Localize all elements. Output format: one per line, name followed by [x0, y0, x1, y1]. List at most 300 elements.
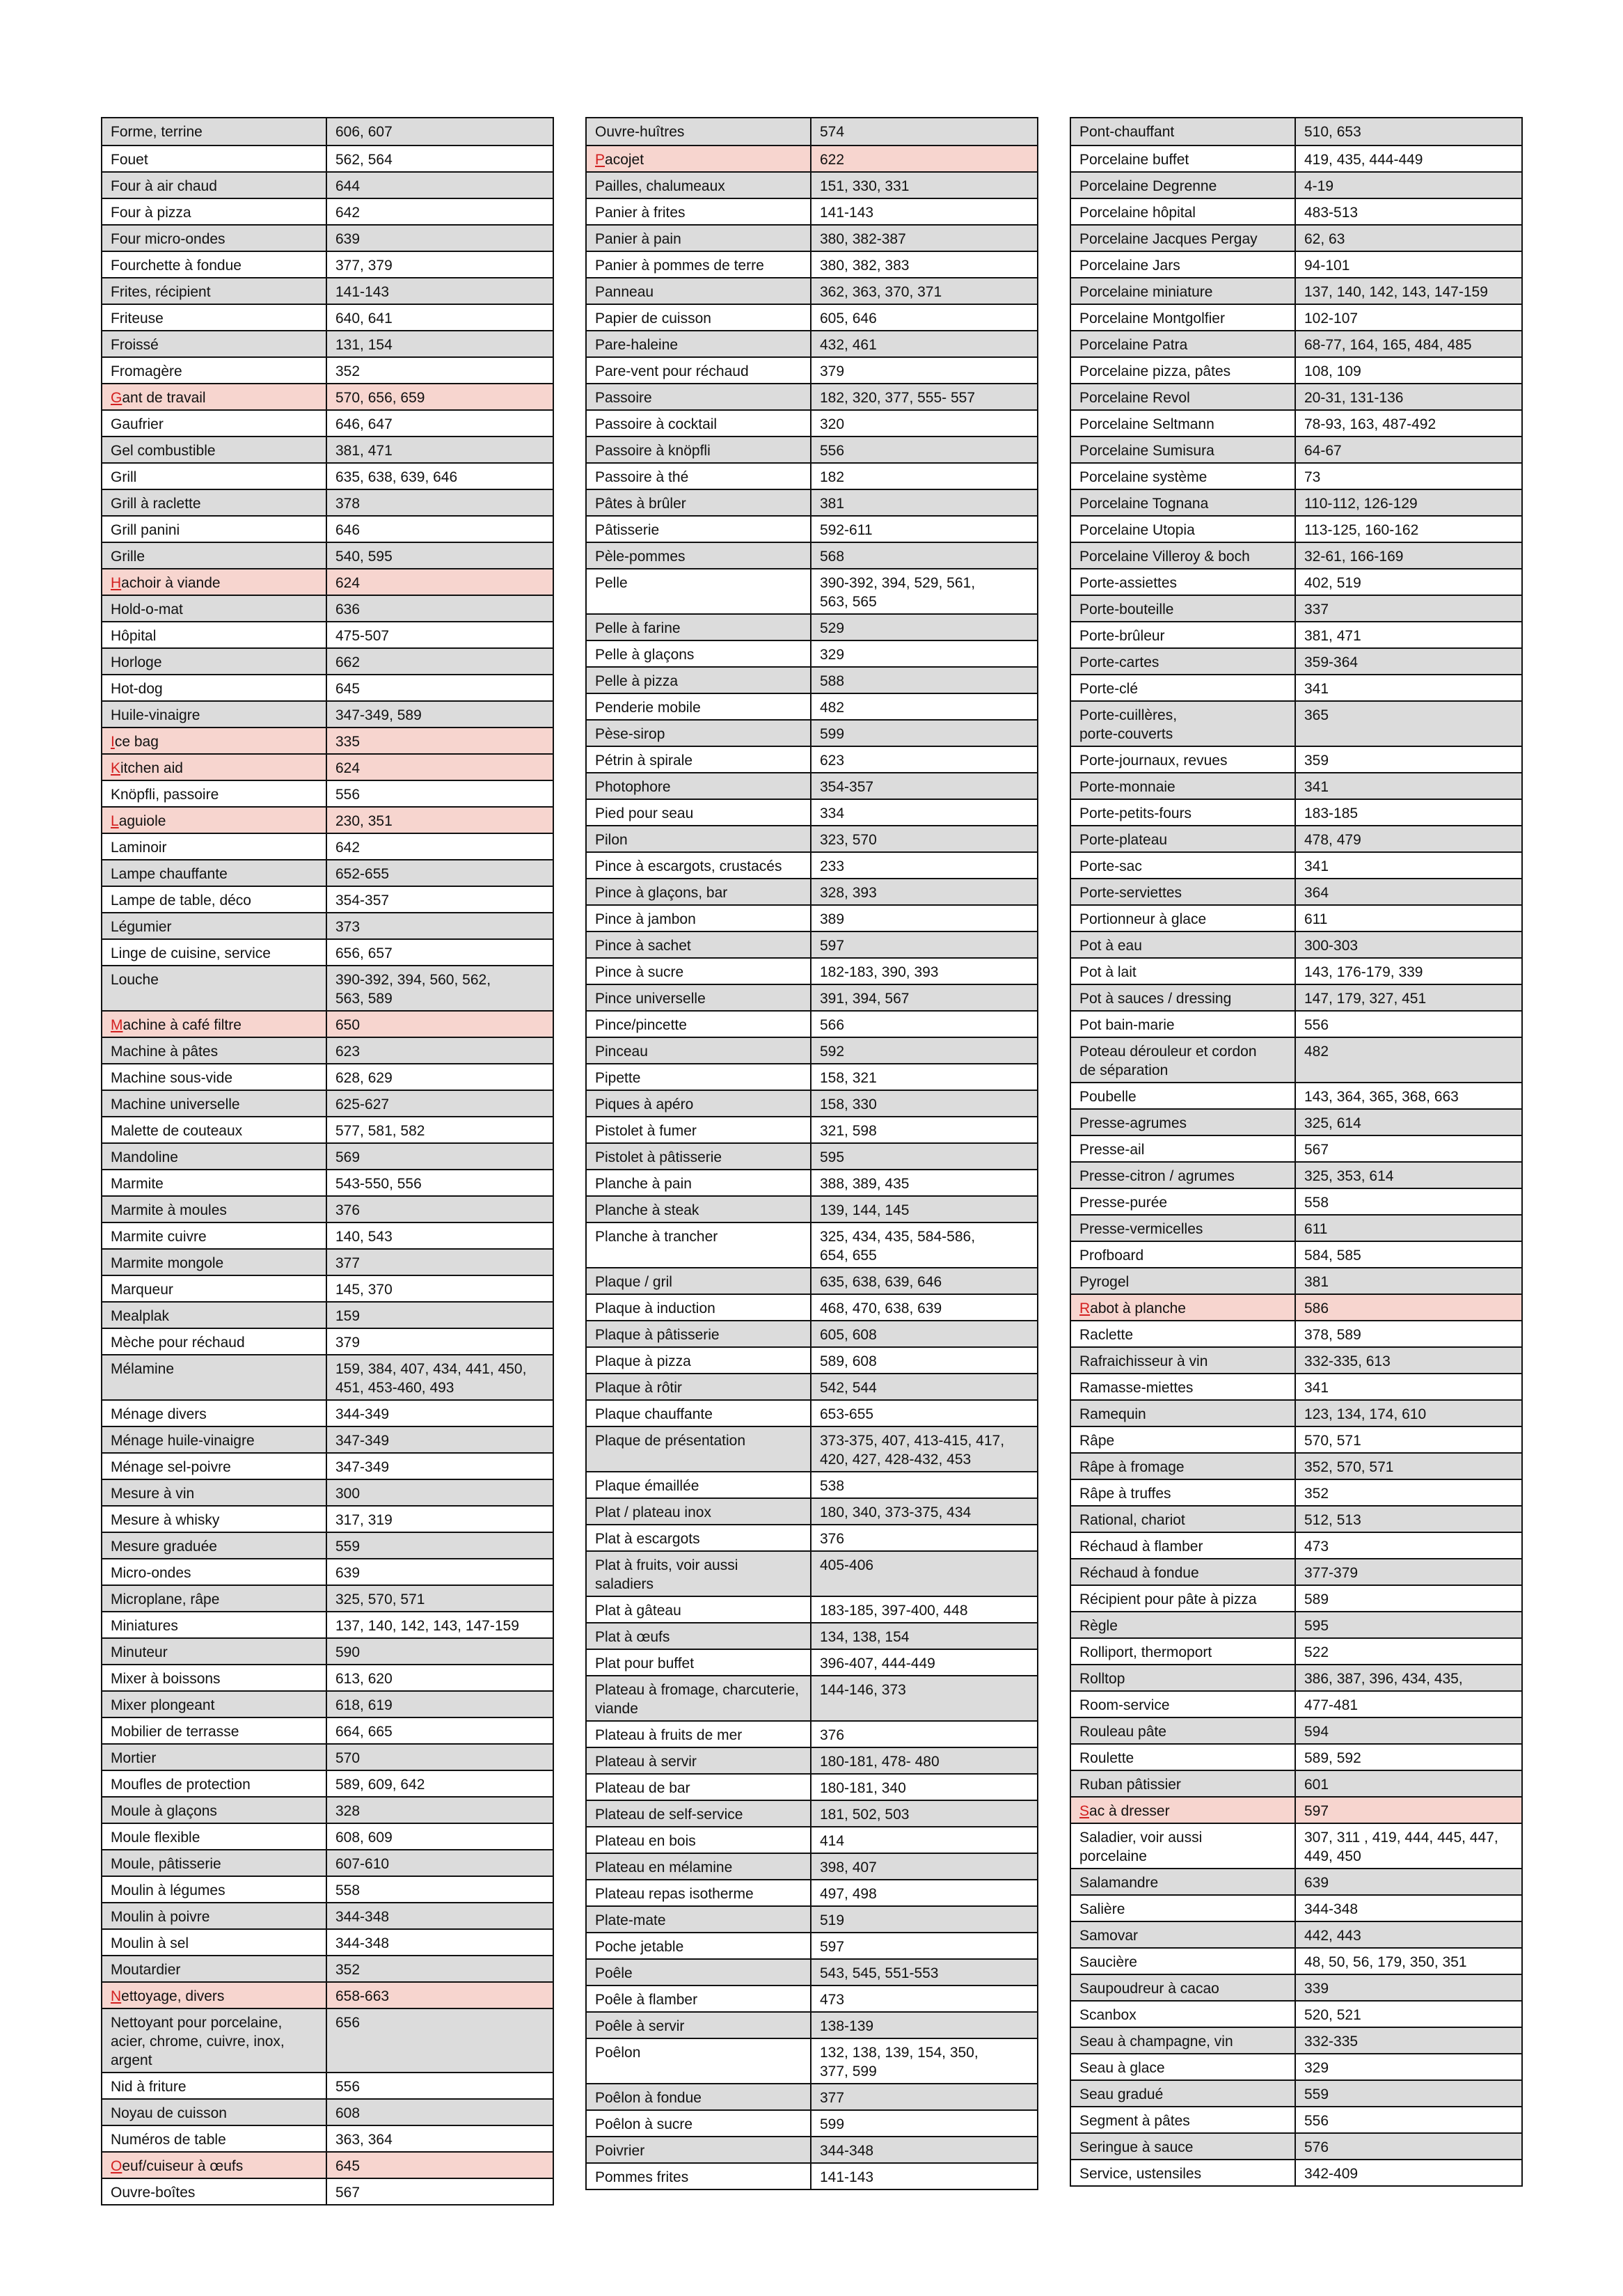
index-pages: 589, 592	[1304, 1750, 1361, 1766]
index-row	[587, 799, 1037, 825]
index-term: Noyau de cuisson	[102, 2100, 327, 2125]
index-row	[1071, 1082, 1521, 1108]
index-term: Saupoudreur à cacao	[1071, 1975, 1296, 2000]
index-letter-marker: N	[111, 1988, 122, 2004]
index-row	[102, 436, 553, 462]
index-pages: 574	[820, 124, 845, 140]
index-term: Rational, chariot	[1071, 1507, 1296, 1532]
index-row	[1071, 171, 1521, 198]
index-pages: 141-143	[820, 205, 874, 221]
index-row	[1071, 1823, 1521, 1868]
index-pages: 364	[1304, 885, 1329, 901]
index-pages: 568	[820, 549, 845, 565]
index-term: Rouleau pâte	[1071, 1718, 1296, 1743]
index-row	[587, 957, 1037, 984]
index-row	[587, 1596, 1037, 1622]
index-pages: 642	[335, 205, 361, 221]
index-term: Laguiole	[102, 808, 327, 833]
index-pages: 381, 471	[1304, 628, 1361, 644]
index-row	[1071, 2159, 1521, 2185]
index-pages: 386, 387, 396, 434, 435,	[1304, 1671, 1463, 1687]
index-row	[587, 825, 1037, 851]
index-row	[587, 1932, 1037, 1958]
index-pages: 558	[335, 1882, 361, 1898]
index-term: Plaque émaillée	[587, 1472, 812, 1497]
index-term: Service, ustensiles	[1071, 2160, 1296, 2185]
index-term: Marmite à moules	[102, 1197, 327, 1222]
index-term: Poêlon à fondue	[587, 2084, 812, 2109]
index-pages: 341	[1304, 858, 1329, 874]
index-term: Porcelaine Revol	[1071, 384, 1296, 409]
index-row	[1071, 224, 1521, 251]
index-term: Mesure graduée	[102, 1533, 327, 1558]
index-pages: 605, 646	[820, 310, 877, 327]
index-row	[587, 772, 1037, 799]
index-term: Poche jetable	[587, 1933, 812, 1958]
index-term: Room-service	[1071, 1692, 1296, 1717]
index-row	[587, 1346, 1037, 1373]
index-row	[587, 462, 1037, 489]
index-pages: 94-101	[1304, 258, 1350, 274]
index-row	[102, 462, 553, 489]
index-pages: 337	[1304, 601, 1329, 618]
index-pages: 377-379	[1304, 1565, 1359, 1581]
index-row	[102, 1796, 553, 1823]
index-pages: 381, 471	[335, 443, 393, 459]
index-row	[1071, 1974, 1521, 2000]
index-row	[1071, 2106, 1521, 2132]
index-row	[102, 1505, 553, 1532]
index-row-letter-start	[102, 806, 553, 833]
index-pages: 363, 364	[335, 2132, 393, 2148]
index-row	[102, 409, 553, 436]
index-term: Pied pour seau	[587, 800, 812, 825]
index-row	[102, 1717, 553, 1743]
index-term: Presse-citron / agrumes	[1071, 1163, 1296, 1188]
index-pages: 468, 470, 638, 639	[820, 1300, 942, 1316]
index-row	[1071, 2053, 1521, 2079]
index-row	[1071, 904, 1521, 931]
index-row	[587, 1720, 1037, 1747]
index-pages: 590	[335, 1644, 361, 1660]
index-row	[102, 859, 553, 886]
index-pages: 159, 384, 407, 434, 441, 450, 451, 453-460, 493	[335, 1361, 527, 1396]
index-row	[102, 965, 553, 1010]
index-row	[1071, 542, 1521, 568]
index-row	[102, 356, 553, 383]
index-row	[102, 1037, 553, 1063]
index-pages: 381	[1304, 1274, 1329, 1290]
index-term: Ménage sel-poivre	[102, 1454, 327, 1479]
index-term: Passoire à cocktail	[587, 411, 812, 436]
index-pages: 390-392, 394, 560, 562, 563, 589	[335, 972, 491, 1007]
index-pages: 642	[335, 840, 361, 856]
index-row	[587, 719, 1037, 746]
index-row	[587, 515, 1037, 542]
index-pages: 182	[820, 469, 845, 485]
index-pages: 566	[820, 1017, 845, 1033]
index-term: Lampe de table, déco	[102, 887, 327, 912]
index-pages: 354-357	[335, 893, 390, 909]
index-term: Raclette	[1071, 1321, 1296, 1346]
index-pages: 141-143	[335, 284, 390, 300]
index-row	[1071, 409, 1521, 436]
index-pages: 64-67	[1304, 443, 1342, 459]
index-pages: 376	[335, 1202, 361, 1218]
index-term: Poêle	[587, 1960, 812, 1985]
index-pages: 335	[335, 734, 361, 750]
index-row	[102, 1770, 553, 1796]
index-term: Porte-brûleur	[1071, 622, 1296, 647]
index-pages: 143, 364, 365, 368, 663	[1304, 1089, 1459, 1105]
index-row	[102, 330, 553, 356]
index-pages: 317, 319	[335, 1512, 393, 1528]
index-term: Grill à raclette	[102, 490, 327, 515]
index-row	[587, 2136, 1037, 2162]
index-pages: 543-550, 556	[335, 1176, 422, 1192]
index-letter-marker: S	[1079, 1803, 1090, 1819]
index-term: Porte-serviettes	[1071, 879, 1296, 904]
index-pages: 151, 330, 331	[820, 178, 910, 194]
index-pages: 556	[335, 787, 361, 803]
index-term: Planche à steak	[587, 1197, 812, 1222]
index-pages: 344-348	[1304, 1901, 1359, 1917]
index-pages: 147, 179, 327, 451	[1304, 991, 1427, 1007]
index-pages: 389	[820, 911, 845, 927]
index-term: Pince à sachet	[587, 932, 812, 957]
index-row	[1071, 436, 1521, 462]
index-pages: 588	[820, 673, 845, 689]
index-row	[1071, 851, 1521, 878]
index-row	[1071, 1037, 1521, 1082]
index-term: Ouvre-boîtes	[102, 2179, 327, 2204]
index-term: Porcelaine Patra	[1071, 331, 1296, 356]
index-row-letter-start	[587, 145, 1037, 171]
index-pages: 362, 363, 370, 371	[820, 284, 942, 300]
index-term: Minuteur	[102, 1639, 327, 1664]
index-pages: 567	[335, 2185, 361, 2201]
index-row	[102, 489, 553, 515]
index-row	[1071, 1611, 1521, 1637]
index-pages: 377, 379	[335, 258, 393, 274]
index-term: Plaque de présentation	[587, 1427, 812, 1471]
index-pages: 325, 614	[1304, 1115, 1361, 1131]
index-row	[1071, 1479, 1521, 1505]
index-term: Passoire	[587, 384, 812, 409]
index-row	[1071, 1399, 1521, 1426]
index-row	[102, 1823, 553, 1849]
index-row	[587, 666, 1037, 693]
index-row	[102, 886, 553, 912]
index-row	[1071, 700, 1521, 746]
index-term: Pare-haleine	[587, 331, 812, 356]
index-pages: 373-375, 407, 413-415, 417, 420, 427, 428-432, 453	[820, 1433, 1005, 1468]
index-row	[587, 198, 1037, 224]
index-term: Roulette	[1071, 1745, 1296, 1770]
index-row	[587, 1853, 1037, 1879]
index-term: Mixer à boissons	[102, 1665, 327, 1690]
index-term: Porte-assiettes	[1071, 569, 1296, 595]
index-row	[587, 1471, 1037, 1497]
index-row	[587, 693, 1037, 719]
index-pages: 592	[820, 1044, 845, 1060]
index-pages: 4-19	[1304, 178, 1334, 194]
index-row	[1071, 1214, 1521, 1241]
index-term: Miniatures	[102, 1612, 327, 1637]
index-term: Mèche pour réchaud	[102, 1329, 327, 1354]
index-pages: 645	[335, 2158, 361, 2174]
index-term: Frites, récipient	[102, 278, 327, 304]
index-pages: 639	[1304, 1875, 1329, 1891]
index-pages: 347-349, 589	[335, 707, 422, 723]
index-row	[1071, 2000, 1521, 2027]
index-term: Pistolet à fumer	[587, 1117, 812, 1142]
index-term: Plaque / gril	[587, 1268, 812, 1294]
index-pages: 597	[820, 938, 845, 954]
index-row	[587, 1320, 1037, 1346]
index-term: Oeuf/cuiseur à œufs	[102, 2153, 327, 2178]
index-row	[1071, 2027, 1521, 2053]
index-pages: 78-93, 163, 487-492	[1304, 416, 1436, 432]
index-term: Four à air chaud	[102, 173, 327, 198]
index-row	[1071, 1452, 1521, 1479]
index-term: Ouvre-huîtres	[587, 118, 812, 145]
index-term: Planche à trancher	[587, 1223, 812, 1267]
index-term: Plaque chauffante	[587, 1401, 812, 1426]
index-row	[1071, 1426, 1521, 1452]
index-term: Porcelaine Montgolfier	[1071, 305, 1296, 330]
index-term: Gaufrier	[102, 411, 327, 436]
index-term: Pailles, chalumeaux	[587, 173, 812, 198]
index-pages: 143, 176-179, 339	[1304, 964, 1423, 980]
index-row	[102, 198, 553, 224]
index-term: Micro-ondes	[102, 1559, 327, 1585]
index-pages: 377	[335, 1255, 361, 1271]
index-row	[587, 746, 1037, 772]
index-row	[587, 1426, 1037, 1471]
index-row-letter-start	[102, 753, 553, 780]
index-row	[587, 489, 1037, 515]
index-pages: 559	[335, 1539, 361, 1555]
index-term: Plateau de bar	[587, 1775, 812, 1800]
index-term: Panier à frites	[587, 199, 812, 224]
index-row	[102, 2098, 553, 2125]
index-term: Piques à apéro	[587, 1091, 812, 1116]
index-row	[1071, 1532, 1521, 1558]
index-pages: 584, 585	[1304, 1248, 1361, 1264]
index-row	[1071, 1267, 1521, 1294]
index-term: Pilon	[587, 826, 812, 851]
index-row	[102, 1637, 553, 1664]
index-term: Pince universelle	[587, 985, 812, 1010]
index-term: Plaque à rôtir	[587, 1374, 812, 1399]
index-term: Gel combustible	[102, 437, 327, 462]
index-row	[102, 1558, 553, 1585]
index-pages: 606, 607	[335, 124, 393, 140]
index-term: Poubelle	[1071, 1083, 1296, 1108]
index-row	[1071, 984, 1521, 1010]
index-row	[587, 383, 1037, 409]
index-term: Porte-petits-fours	[1071, 800, 1296, 825]
index-row	[1071, 1868, 1521, 1894]
index-pages: 344-348	[335, 1935, 390, 1951]
index-row	[587, 1294, 1037, 1320]
index-pages: 646, 647	[335, 416, 393, 432]
index-term: Plate-mate	[587, 1907, 812, 1932]
index-row	[102, 1902, 553, 1928]
index-term: Ménage huile-vinaigre	[102, 1427, 327, 1452]
index-pages: 570, 656, 659	[335, 390, 425, 406]
index-pages: 656	[335, 2015, 361, 2031]
index-row	[1071, 647, 1521, 674]
index-letter-marker: K	[111, 760, 121, 776]
index-term: Pot à sauces / dressing	[1071, 985, 1296, 1010]
index-term: Mobilier de terrasse	[102, 1718, 327, 1743]
index-term: Grill panini	[102, 517, 327, 542]
index-row-letter-start	[102, 383, 553, 409]
index-row	[587, 1010, 1037, 1037]
index-row	[1071, 489, 1521, 515]
index-pages: 442, 443	[1304, 1928, 1361, 1944]
index-term: Porte-cartes	[1071, 649, 1296, 674]
index-pages: 344-348	[820, 2143, 874, 2159]
index-pages: 635, 638, 639, 646	[820, 1274, 942, 1290]
index-term: Ruban pâtissier	[1071, 1771, 1296, 1796]
index-pages: 341	[1304, 779, 1329, 795]
index-term: Portionneur à glace	[1071, 906, 1296, 931]
index-row	[587, 1142, 1037, 1169]
index-pages: 134, 138, 154	[820, 1629, 910, 1645]
index-pages: 396-407, 444-449	[820, 1656, 935, 1672]
index-term: Récipient pour pâte à pizza	[1071, 1586, 1296, 1611]
index-term: Panier à pommes de terre	[587, 252, 812, 277]
index-term: Pipette	[587, 1064, 812, 1090]
index-term: Réchaud à flamber	[1071, 1533, 1296, 1558]
index-pages: 145, 370	[335, 1282, 393, 1298]
index-term: Porcelaine Sumisura	[1071, 437, 1296, 462]
index-term: Porcelaine buffet	[1071, 146, 1296, 171]
index-pages: 625-627	[335, 1096, 390, 1112]
index-pages: 341	[1304, 681, 1329, 697]
index-pages: 473	[820, 1992, 845, 2008]
index-row	[102, 1955, 553, 1981]
index-term: Porcelaine Villeroy & boch	[1071, 543, 1296, 568]
index-row	[1071, 957, 1521, 984]
index-row	[102, 595, 553, 621]
index-term: Pelle à farine	[587, 615, 812, 640]
index-term: Mesure à whisky	[102, 1507, 327, 1532]
index-term: Porte-clé	[1071, 675, 1296, 700]
index-pages: 639	[335, 231, 361, 247]
index-row	[1071, 515, 1521, 542]
index-term: Porcelaine Degrenne	[1071, 173, 1296, 198]
index-term: Pelle à glaçons	[587, 641, 812, 666]
index-pages: 636	[335, 601, 361, 618]
index-term: Pot à eau	[1071, 932, 1296, 957]
index-pages: 376	[820, 1727, 845, 1743]
index-row	[1071, 1664, 1521, 1690]
index-row	[587, 542, 1037, 568]
index-pages: 123, 134, 174, 610	[1304, 1406, 1427, 1422]
index-row	[102, 542, 553, 568]
index-pages: 377	[820, 2090, 845, 2106]
index-pages: 520, 521	[1304, 2007, 1361, 2023]
index-pages: 592-611	[820, 522, 873, 538]
index-pages: 347-349	[335, 1459, 390, 1475]
index-row	[587, 251, 1037, 277]
index-row	[1071, 251, 1521, 277]
index-term: Nid à friture	[102, 2073, 327, 2098]
index-pages: 529	[820, 620, 845, 636]
index-pages: 597	[1304, 1803, 1329, 1819]
index-term: Plateau en mélamine	[587, 1854, 812, 1879]
index-pages: 352	[1304, 1486, 1329, 1502]
index-letter-marker: P	[595, 152, 605, 168]
index-row-letter-start	[1071, 1796, 1521, 1823]
index-letter-marker: G	[111, 390, 122, 406]
index-pages: 556	[335, 2079, 361, 2095]
index-row	[587, 1958, 1037, 1985]
index-row	[587, 1267, 1037, 1294]
index-term: Louche	[102, 966, 327, 1010]
index-row	[1071, 1717, 1521, 1743]
index-row	[1071, 825, 1521, 851]
index-column-3	[1070, 117, 1523, 2187]
index-term: Passoire à thé	[587, 464, 812, 489]
index-term: Ménage divers	[102, 1401, 327, 1426]
index-letter-marker: H	[111, 575, 122, 591]
index-pages: 432, 461	[820, 337, 877, 353]
index-row	[587, 2083, 1037, 2109]
index-term: Pelle	[587, 569, 812, 613]
index-row	[587, 2011, 1037, 2038]
index-pages: 48, 50, 56, 179, 350, 351	[1304, 1954, 1467, 1970]
index-term: Moule, pâtisserie	[102, 1850, 327, 1876]
index-term: Rolltop	[1071, 1665, 1296, 1690]
index-row	[102, 118, 553, 145]
index-row	[587, 568, 1037, 613]
index-term: Ramequin	[1071, 1401, 1296, 1426]
index-row	[587, 409, 1037, 436]
index-row	[1071, 330, 1521, 356]
index-pages: 599	[820, 726, 845, 742]
index-pages: 307, 311 , 419, 444, 445, 447, 449, 450	[1304, 1830, 1498, 1864]
index-pages: 497, 498	[820, 1886, 877, 1902]
index-term: Segment à pâtes	[1071, 2107, 1296, 2132]
index-pages: 623	[335, 1044, 361, 1060]
index-pages: 652-655	[335, 866, 390, 882]
index-pages: 483-513	[1304, 205, 1359, 221]
index-term: Réchaud à fondue	[1071, 1559, 1296, 1585]
index-pages: 624	[335, 575, 361, 591]
index-term: Mesure à vin	[102, 1480, 327, 1505]
index-pages: 473	[1304, 1539, 1329, 1555]
index-row	[587, 1169, 1037, 1195]
index-term: Pacojet	[587, 146, 812, 171]
index-row	[1071, 1373, 1521, 1399]
index-term: Presse-vermicelles	[1071, 1216, 1296, 1241]
index-row	[1071, 931, 1521, 957]
index-row	[102, 1452, 553, 1479]
index-letter-marker: L	[111, 813, 119, 829]
index-pages: 320	[820, 416, 845, 432]
index-column-2	[585, 117, 1038, 2190]
index-term: Poêle à flamber	[587, 1986, 812, 2011]
index-row	[102, 1328, 553, 1354]
index-pages: 180-181, 478- 480	[820, 1754, 940, 1770]
index-pages: 562, 564	[335, 152, 393, 168]
index-pages: 139, 144, 145	[820, 1202, 910, 1218]
